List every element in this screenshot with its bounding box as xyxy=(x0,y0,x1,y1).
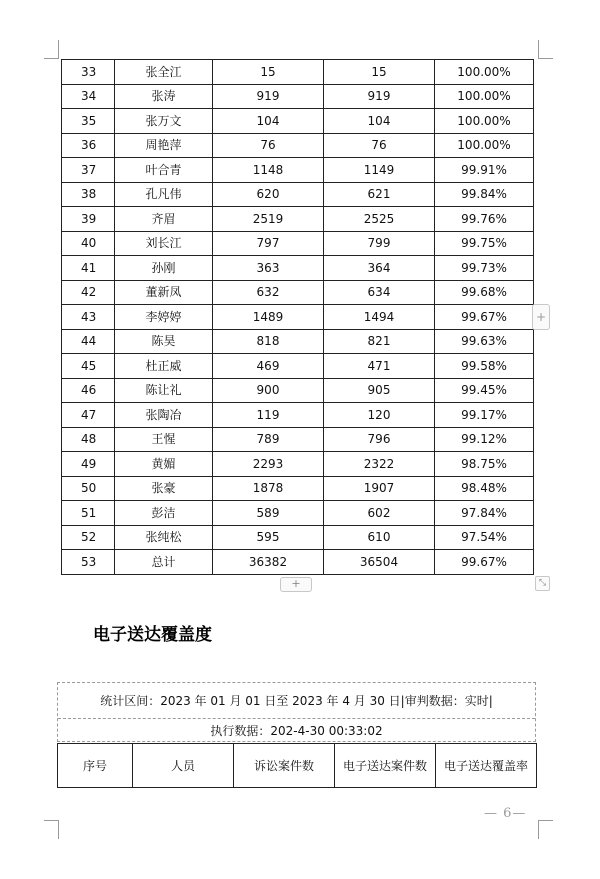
header-cell-e-delivery-rate: 电子送达覆盖率 xyxy=(436,744,537,788)
e-delivery-count-cell: 364 xyxy=(324,256,435,281)
table-row xyxy=(62,329,534,354)
row-index-cell: 35 xyxy=(62,109,115,134)
header-cell-e-delivery-count: 电子送达案件数 xyxy=(335,744,436,788)
coverage-rate-cell: 99.63% xyxy=(435,329,534,354)
row-index-cell: 41 xyxy=(62,256,115,281)
person-name-cell: 张涛 xyxy=(115,84,213,109)
table-row xyxy=(62,231,534,256)
row-index-cell: 42 xyxy=(62,280,115,305)
table-row xyxy=(62,403,534,428)
person-name-cell: 周艳萍 xyxy=(115,133,213,158)
table-row xyxy=(62,84,534,109)
e-delivery-count-cell: 610 xyxy=(324,525,435,550)
lawsuit-count-cell: 789 xyxy=(213,427,324,452)
e-delivery-count-cell: 621 xyxy=(324,182,435,207)
page-corner-mark-top-right xyxy=(538,40,553,59)
person-name-cell: 李婷婷 xyxy=(115,305,213,330)
coverage-rate-cell: 100.00% xyxy=(435,84,534,109)
lawsuit-count-cell: 1489 xyxy=(213,305,324,330)
table-row xyxy=(62,60,534,85)
table-row xyxy=(62,550,534,575)
e-delivery-count-cell: 15 xyxy=(324,60,435,85)
lawsuit-count-cell: 632 xyxy=(213,280,324,305)
person-name-cell: 总计 xyxy=(115,550,213,575)
stats-info-box xyxy=(57,682,536,742)
row-index-cell: 53 xyxy=(62,550,115,575)
row-index-cell: 39 xyxy=(62,207,115,232)
coverage-rate-cell: 98.48% xyxy=(435,476,534,501)
lawsuit-count-cell: 797 xyxy=(213,231,324,256)
person-name-cell: 陈让礼 xyxy=(115,378,213,403)
person-name-cell: 张纯松 xyxy=(115,525,213,550)
coverage-table-header xyxy=(57,743,537,788)
lawsuit-count-cell: 36382 xyxy=(213,550,324,575)
coverage-rate-cell: 99.17% xyxy=(435,403,534,428)
row-index-cell: 38 xyxy=(62,182,115,207)
table-row xyxy=(62,378,534,403)
header-cell-index: 序号 xyxy=(58,744,133,788)
add-row-button[interactable]: + xyxy=(280,577,312,592)
e-delivery-count-cell: 634 xyxy=(324,280,435,305)
lawsuit-count-cell: 1148 xyxy=(213,158,324,183)
table-row xyxy=(62,133,534,158)
coverage-rate-cell: 99.76% xyxy=(435,207,534,232)
e-delivery-count-cell: 796 xyxy=(324,427,435,452)
e-delivery-count-cell: 120 xyxy=(324,403,435,428)
row-index-cell: 43 xyxy=(62,305,115,330)
lawsuit-count-cell: 2519 xyxy=(213,207,324,232)
table-row xyxy=(62,158,534,183)
coverage-rate-cell: 97.84% xyxy=(435,501,534,526)
person-name-cell: 黄媚 xyxy=(115,452,213,477)
e-delivery-count-cell: 602 xyxy=(324,501,435,526)
person-name-cell: 孙刚 xyxy=(115,256,213,281)
person-name-cell: 孔凡伟 xyxy=(115,182,213,207)
table-row xyxy=(62,452,534,477)
person-name-cell: 刘长江 xyxy=(115,231,213,256)
add-column-button[interactable]: + xyxy=(532,304,550,330)
person-name-cell: 董新凤 xyxy=(115,280,213,305)
lawsuit-count-cell: 1878 xyxy=(213,476,324,501)
e-delivery-count-cell: 1494 xyxy=(324,305,435,330)
stats-period-line: 统计区间：2023 年 01 月 01 日至 2023 年 4 月 30 日|审判数据：实时| xyxy=(58,683,535,719)
resize-icon: ⤡ xyxy=(538,578,547,588)
header-cell-person: 人员 xyxy=(133,744,234,788)
coverage-rate-cell: 99.67% xyxy=(435,550,534,575)
row-index-cell: 51 xyxy=(62,501,115,526)
lawsuit-count-cell: 2293 xyxy=(213,452,324,477)
lawsuit-count-cell: 76 xyxy=(213,133,324,158)
e-delivery-count-cell: 104 xyxy=(324,109,435,134)
page-number: — 6— xyxy=(484,806,527,821)
person-name-cell: 张豪 xyxy=(115,476,213,501)
table-row xyxy=(62,354,534,379)
e-delivery-count-cell: 1907 xyxy=(324,476,435,501)
person-name-cell: 王惺 xyxy=(115,427,213,452)
lawsuit-count-cell: 589 xyxy=(213,501,324,526)
row-index-cell: 40 xyxy=(62,231,115,256)
person-name-cell: 彭洁 xyxy=(115,501,213,526)
row-index-cell: 46 xyxy=(62,378,115,403)
lawsuit-count-cell: 119 xyxy=(213,403,324,428)
section-title: 电子送达覆盖度 xyxy=(93,625,212,645)
person-name-cell: 叶合青 xyxy=(115,158,213,183)
e-delivery-count-cell: 36504 xyxy=(324,550,435,575)
lawsuit-count-cell: 900 xyxy=(213,378,324,403)
row-index-cell: 50 xyxy=(62,476,115,501)
row-index-cell: 36 xyxy=(62,133,115,158)
table-row xyxy=(62,207,534,232)
table-row xyxy=(62,525,534,550)
lawsuit-count-cell: 818 xyxy=(213,329,324,354)
table-row xyxy=(62,109,534,134)
e-delivery-count-cell: 799 xyxy=(324,231,435,256)
person-name-cell: 张全江 xyxy=(115,60,213,85)
row-index-cell: 48 xyxy=(62,427,115,452)
person-name-cell: 齐眉 xyxy=(115,207,213,232)
lawsuit-count-cell: 363 xyxy=(213,256,324,281)
coverage-rate-cell: 99.58% xyxy=(435,354,534,379)
row-index-cell: 44 xyxy=(62,329,115,354)
table-row xyxy=(62,476,534,501)
coverage-rate-cell: 98.75% xyxy=(435,452,534,477)
coverage-rate-cell: 99.45% xyxy=(435,378,534,403)
header-cell-lawsuit-count: 诉讼案件数 xyxy=(234,744,335,788)
row-index-cell: 34 xyxy=(62,84,115,109)
coverage-rate-cell: 99.12% xyxy=(435,427,534,452)
row-index-cell: 45 xyxy=(62,354,115,379)
table-row xyxy=(62,305,534,330)
lawsuit-count-cell: 919 xyxy=(213,84,324,109)
header-row xyxy=(58,744,537,788)
lawsuit-count-cell: 15 xyxy=(213,60,324,85)
row-index-cell: 37 xyxy=(62,158,115,183)
ranking-table-body xyxy=(62,60,534,575)
page-corner-mark-bottom-left xyxy=(44,820,59,839)
table-resize-handle[interactable] xyxy=(535,576,550,591)
coverage-rate-cell: 99.91% xyxy=(435,158,534,183)
page-corner-mark-top-left xyxy=(44,40,59,59)
person-name-cell: 杜正威 xyxy=(115,354,213,379)
table-row xyxy=(62,280,534,305)
coverage-rate-cell: 99.84% xyxy=(435,182,534,207)
lawsuit-count-cell: 620 xyxy=(213,182,324,207)
coverage-rate-cell: 97.54% xyxy=(435,525,534,550)
coverage-rate-cell: 99.68% xyxy=(435,280,534,305)
e-delivery-count-cell: 821 xyxy=(324,329,435,354)
row-index-cell: 49 xyxy=(62,452,115,477)
e-delivery-count-cell: 905 xyxy=(324,378,435,403)
row-index-cell: 33 xyxy=(62,60,115,85)
lawsuit-count-cell: 469 xyxy=(213,354,324,379)
person-name-cell: 张陶冶 xyxy=(115,403,213,428)
page-corner-mark-bottom-right xyxy=(538,820,553,839)
e-delivery-count-cell: 76 xyxy=(324,133,435,158)
e-delivery-count-cell: 1149 xyxy=(324,158,435,183)
e-delivery-count-cell: 919 xyxy=(324,84,435,109)
row-index-cell: 47 xyxy=(62,403,115,428)
person-name-cell: 陈昊 xyxy=(115,329,213,354)
coverage-rate-cell: 100.00% xyxy=(435,109,534,134)
lawsuit-count-cell: 104 xyxy=(213,109,324,134)
ranking-table xyxy=(61,59,534,575)
lawsuit-count-cell: 595 xyxy=(213,525,324,550)
person-name-cell: 张万文 xyxy=(115,109,213,134)
execution-data-line: 执行数据：202-4-30 00:33:02 xyxy=(210,724,383,738)
table-row xyxy=(62,182,534,207)
e-delivery-count-cell: 2322 xyxy=(324,452,435,477)
coverage-rate-cell: 100.00% xyxy=(435,60,534,85)
row-index-cell: 52 xyxy=(62,525,115,550)
table-row xyxy=(62,256,534,281)
coverage-rate-cell: 99.75% xyxy=(435,231,534,256)
table-row xyxy=(62,427,534,452)
coverage-rate-cell: 100.00% xyxy=(435,133,534,158)
coverage-rate-cell: 99.73% xyxy=(435,256,534,281)
coverage-rate-cell: 99.67% xyxy=(435,305,534,330)
e-delivery-count-cell: 471 xyxy=(324,354,435,379)
e-delivery-count-cell: 2525 xyxy=(324,207,435,232)
table-row xyxy=(62,501,534,526)
